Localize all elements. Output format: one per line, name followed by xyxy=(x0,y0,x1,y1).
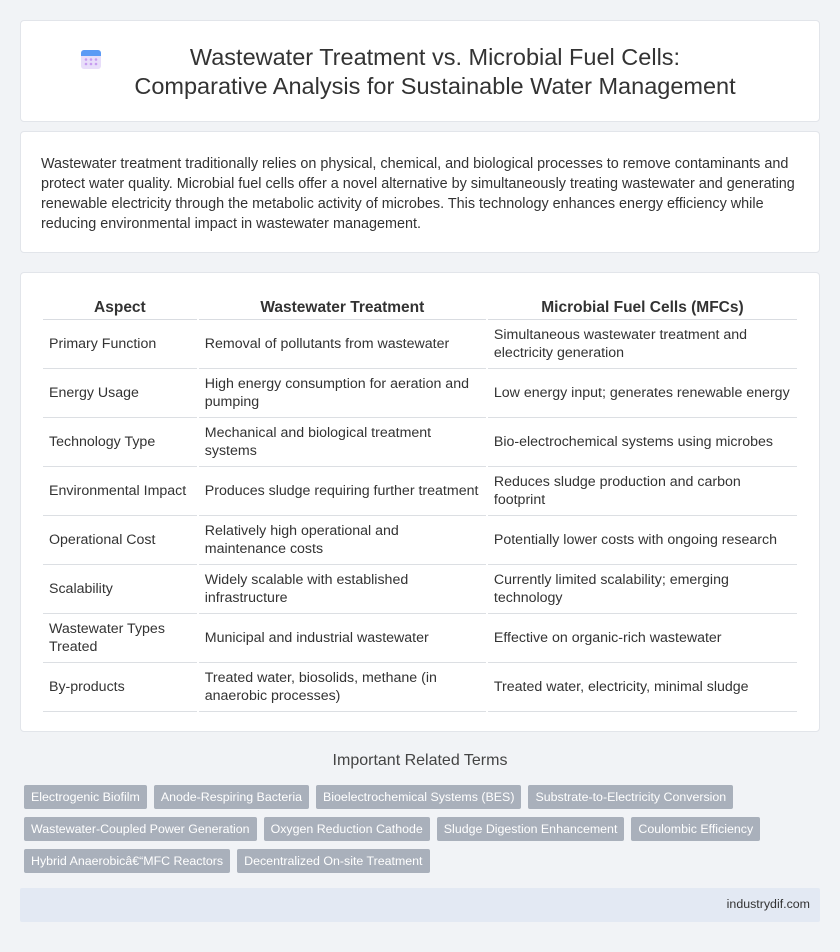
footer-bar xyxy=(20,888,820,922)
wastewater-cell: Municipal and industrial wastewater xyxy=(199,614,486,663)
tag-row xyxy=(24,849,824,873)
aspect-cell: Scalability xyxy=(43,565,197,614)
mfc-cell: Bio-electrochemical systems using microbes xyxy=(488,418,797,467)
table-row xyxy=(43,565,797,614)
mfc-cell: Simultaneous wastewater treatment and electricity generation xyxy=(488,320,797,369)
related-terms-heading: Important Related Terms xyxy=(332,752,508,769)
wastewater-cell: Produces sludge requiring further treatment xyxy=(199,467,486,516)
wastewater-cell: High energy consumption for aeration and pumping xyxy=(199,369,486,418)
wastewater-cell: Relatively high operational and maintenance costs xyxy=(199,516,486,565)
comparison-table xyxy=(41,295,799,712)
header-wastewater-treatment: Wastewater Treatment xyxy=(199,295,486,320)
wastewater-cell: Widely scalable with established infrastructure xyxy=(199,565,486,614)
header-aspect: Aspect xyxy=(43,295,197,320)
related-term-tag[interactable]: Sludge Digestion Enhancement xyxy=(437,817,625,841)
related-term-tag[interactable]: Anode-Respiring Bacteria xyxy=(154,785,309,809)
table-row xyxy=(43,516,797,565)
aspect-cell: Operational Cost xyxy=(43,516,197,565)
related-term-tag[interactable]: Wastewater-Coupled Power Generation xyxy=(24,817,257,841)
wastewater-cell: Treated water, biosolids, methane (in anaerobic processes) xyxy=(199,663,486,712)
tag-row xyxy=(24,817,824,841)
related-term-tag[interactable]: Substrate-to-Electricity Conversion xyxy=(528,785,733,809)
table-header-row xyxy=(43,295,797,320)
mfc-cell: Reduces sludge production and carbon footprint xyxy=(488,467,797,516)
mfc-cell: Potentially lower costs with ongoing research xyxy=(488,516,797,565)
aspect-cell: Environmental Impact xyxy=(43,467,197,516)
aspect-cell: Primary Function xyxy=(43,320,197,369)
table-row xyxy=(43,320,797,369)
table-row xyxy=(43,369,797,418)
wastewater-cell: Mechanical and biological treatment systems xyxy=(199,418,486,467)
related-term-tag[interactable]: Bioelectrochemical Systems (BES) xyxy=(316,785,521,809)
mfc-cell: Effective on organic-rich wastewater xyxy=(488,614,797,663)
mfc-cell: Treated water, electricity, minimal sludge xyxy=(488,663,797,712)
title-card xyxy=(20,20,820,122)
wastewater-cell: Removal of pollutants from wastewater xyxy=(199,320,486,369)
related-terms-list xyxy=(24,785,824,881)
table-row xyxy=(43,614,797,663)
mfc-cell: Currently limited scalability; emerging technology xyxy=(488,565,797,614)
aspect-cell: Wastewater Types Treated xyxy=(43,614,197,663)
page-title: Wastewater Treatment vs. Microbial Fuel Cells: Comparative Analysis for Sustainable Water Management xyxy=(134,44,736,99)
table-row xyxy=(43,467,797,516)
footer-site-link[interactable]: industrydif.com xyxy=(726,897,810,911)
intro-paragraph: Wastewater treatment traditionally relies on physical, chemical, and biological processes to remove contaminants and protect water quality. Microbial fuel cells offer a novel alternative by simultaneously treating wastewater and generating renewable electricity through the metabolic activity of microbes. This technology enhances energy efficiency while reducing environmental impact in wastewater management. xyxy=(41,156,795,232)
aspect-cell: Energy Usage xyxy=(43,369,197,418)
related-term-tag[interactable]: Coulombic Efficiency xyxy=(631,817,760,841)
related-term-tag[interactable]: Oxygen Reduction Cathode xyxy=(264,817,430,841)
table-row xyxy=(43,663,797,712)
related-term-tag[interactable]: Decentralized On-site Treatment xyxy=(237,849,429,873)
table-row xyxy=(43,418,797,467)
aspect-cell: By-products xyxy=(43,663,197,712)
aspect-cell: Technology Type xyxy=(43,418,197,467)
intro-card xyxy=(20,131,820,253)
mfc-cell: Low energy input; generates renewable energy xyxy=(488,369,797,418)
related-term-tag[interactable]: Hybrid Anaerobicâ€“MFC Reactors xyxy=(24,849,230,873)
comparison-table-card xyxy=(20,272,820,732)
related-term-tag[interactable]: Electrogenic Biofilm xyxy=(24,785,147,809)
tag-row xyxy=(24,785,824,809)
header-microbial-fuel-cells: Microbial Fuel Cells (MFCs) xyxy=(488,295,797,320)
